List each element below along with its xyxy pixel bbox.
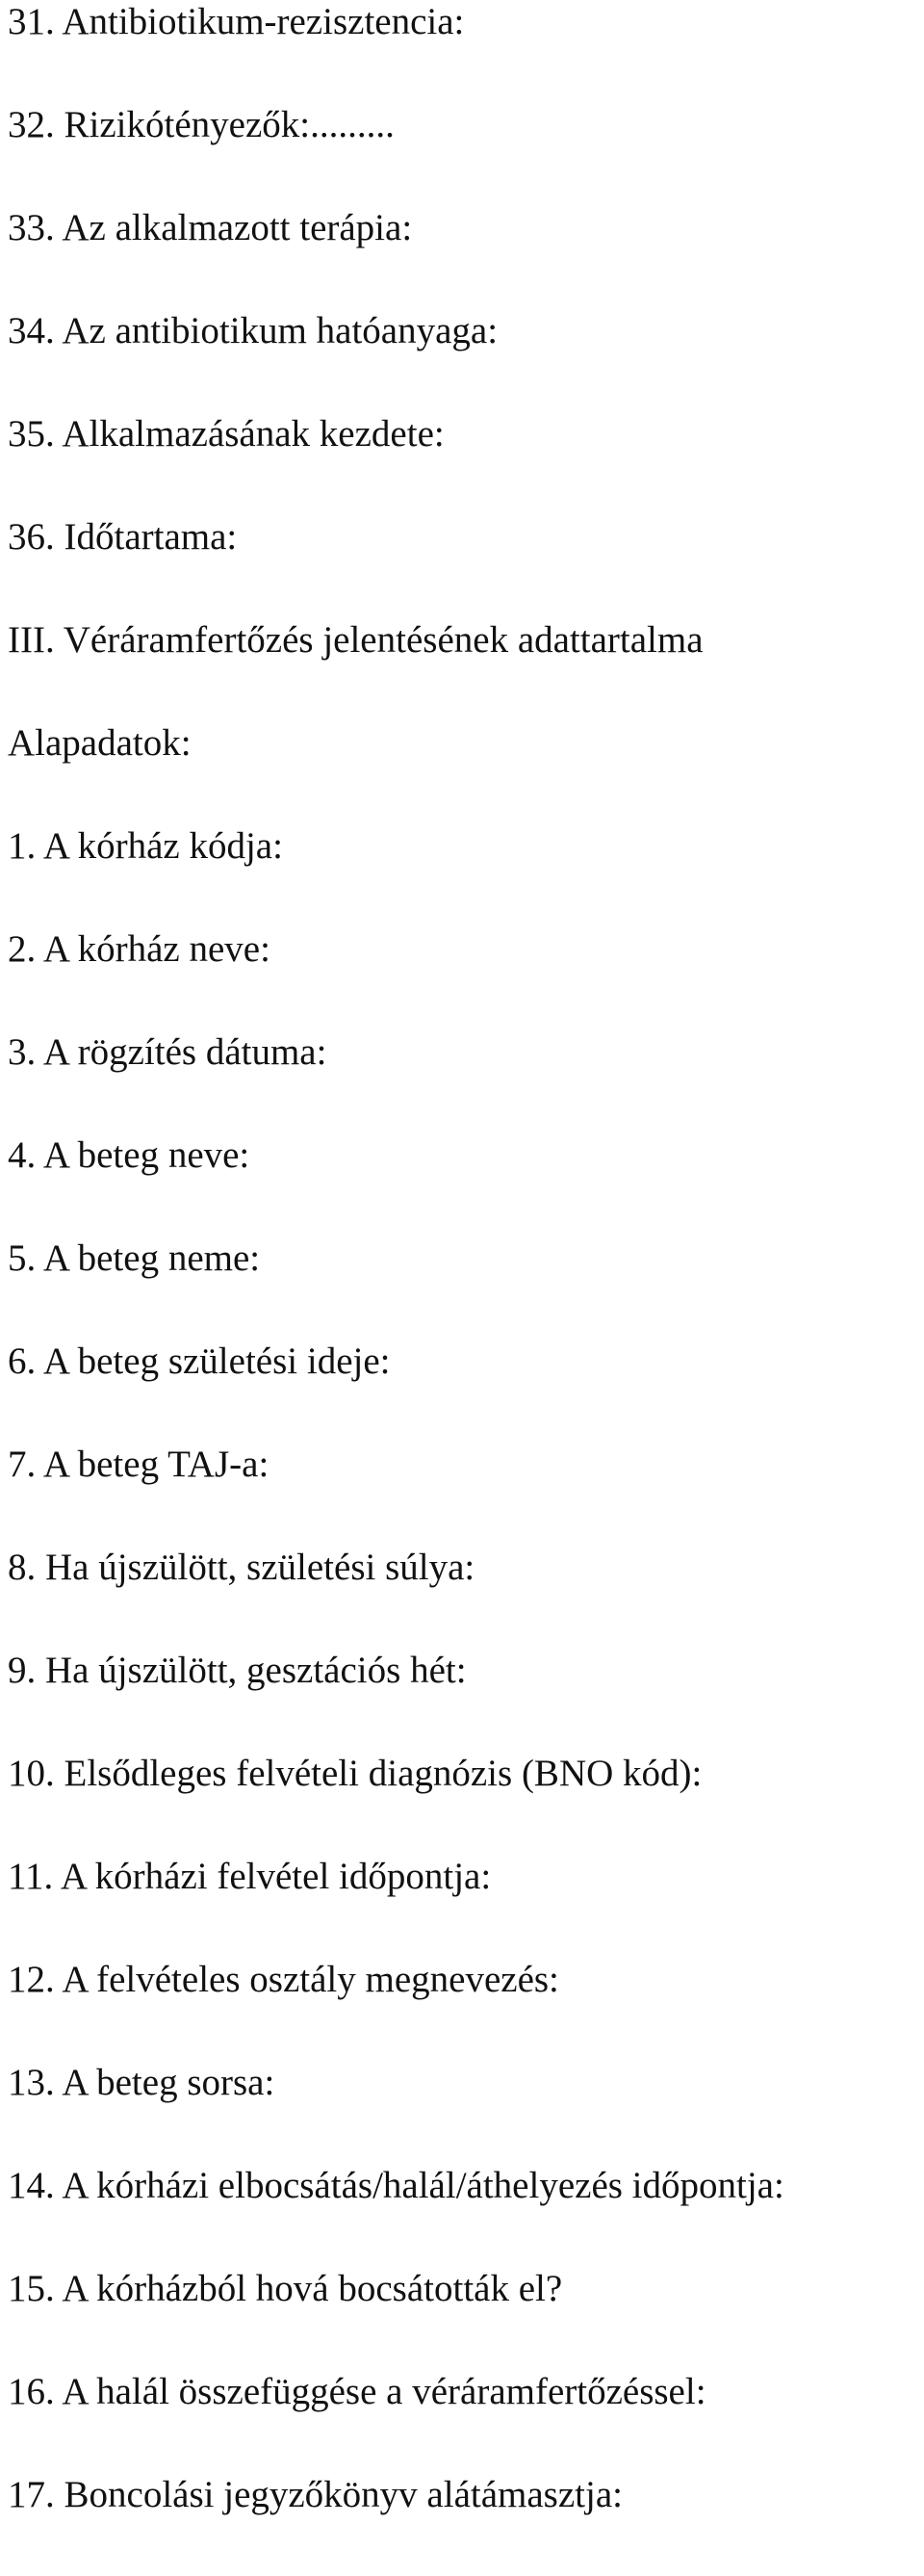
- line-6-patient-birth-date: 6. A beteg születési ideje:: [8, 1340, 391, 1382]
- subheading-basic-data: Alapadatok:: [8, 722, 192, 764]
- line-13-patient-outcome: 13. A beteg sorsa:: [8, 2062, 275, 2103]
- line-35-start-of-application: 35. Alkalmazásának kezdete:: [8, 413, 445, 455]
- line-33-applied-therapy: 33. Az alkalmazott terápia:: [8, 207, 413, 248]
- line-31-antibiotic-resistance: 31. Antibiotikum-rezisztencia:: [8, 1, 465, 42]
- line-7-patient-taj: 7. A beteg TAJ-a:: [8, 1444, 270, 1485]
- line-12-admitting-ward: 12. A felvételes osztály megnevezés:: [8, 1959, 559, 2000]
- line-15-discharge-destination: 15. A kórházból hová bocsátották el?: [8, 2268, 563, 2309]
- line-9-newborn-gestational-week: 9. Ha újszülött, gesztációs hét:: [8, 1650, 467, 1691]
- line-16-death-relation: 16. A halál összefüggése a véráramfertőzéssel:: [8, 2371, 706, 2412]
- line-34-antibiotic-agent: 34. Az antibiotikum hatóanyaga:: [8, 310, 499, 351]
- line-32-risk-factors: 32. Rizikótényezők:.........: [8, 104, 395, 145]
- line-5-patient-sex: 5. A beteg neme:: [8, 1237, 261, 1279]
- line-4-patient-name: 4. A beteg neve:: [8, 1134, 250, 1176]
- line-3-recording-date: 3. A rögzítés dátuma:: [8, 1031, 327, 1073]
- line-1-hospital-code: 1. A kórház kódja:: [8, 825, 283, 867]
- line-17-autopsy-report: 17. Boncolási jegyzőkönyv alátámasztja:: [8, 2474, 623, 2515]
- line-2-hospital-name: 2. A kórház neve:: [8, 928, 270, 970]
- line-14-discharge-death-transfer-time: 14. A kórházi elbocsátás/halál/áthelyezés időpontja:: [8, 2165, 784, 2206]
- line-8-newborn-birth-weight: 8. Ha újszülött, születési súlya:: [8, 1547, 475, 1588]
- section-heading-iii: III. Véráramfertőzés jelentésének adattartalma: [8, 619, 704, 661]
- line-10-primary-admission-diagnosis: 10. Elsődleges felvételi diagnózis (BNO kód):: [8, 1753, 703, 1794]
- line-36-duration: 36. Időtartama:: [8, 516, 238, 558]
- line-11-admission-time: 11. A kórházi felvétel időpontja:: [8, 1856, 492, 1897]
- document-body: [8, 0, 912, 2576]
